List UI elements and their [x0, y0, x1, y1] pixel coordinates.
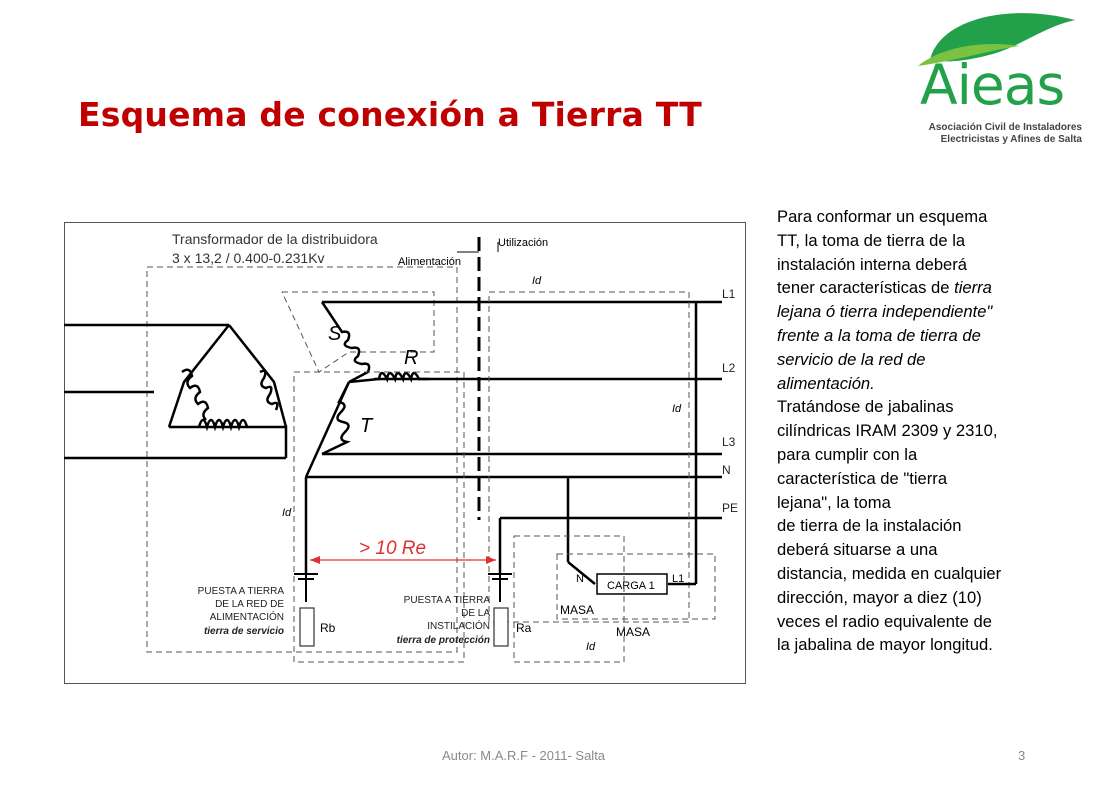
- text-line-5: lejana ó tierra independiente": [777, 302, 993, 322]
- ground-left-line1: PUESTA A TIERRA: [197, 586, 284, 597]
- phase-s-label: S: [328, 323, 342, 345]
- text-line-7: servicio de la red de: [777, 349, 926, 369]
- aieas-logo: [900, 8, 1080, 148]
- load-n-label: N: [576, 573, 584, 585]
- load-label: CARGA 1: [607, 580, 655, 592]
- tt-grounding-diagram: [64, 222, 746, 684]
- rb-label: Rb: [320, 621, 336, 635]
- text-line-19: la jabalina de mayor longitud.: [777, 635, 993, 655]
- slide-title: Esquema de conexión a Tierra TT: [78, 95, 702, 134]
- ground-right-line2: DE LA: [461, 608, 490, 619]
- phase-r-label: R: [404, 347, 419, 369]
- line-label-l3: L3: [722, 435, 736, 449]
- text-line-12: característica de "tierra: [777, 468, 948, 488]
- ground-left-line3: ALIMENTACIÓN: [209, 612, 284, 623]
- text-line-4-normal: tener características de: [777, 278, 955, 298]
- masa-label-2: MASA: [616, 625, 651, 639]
- ground-left-line4: tierra de servicio: [203, 626, 284, 637]
- footer-author: Autor: M.A.R.F - 2011- Salta: [442, 748, 606, 763]
- logo-subtitle-line1: Asociación Civil de Instaladores: [928, 122, 1082, 133]
- transformer-label1: Transformador de la distribuidora: [172, 231, 378, 247]
- text-line-1: Para conformar un esquema: [777, 207, 988, 226]
- ground-left-caption: [198, 586, 285, 637]
- text-line-6: frente a la toma de tierra de: [777, 325, 981, 345]
- text-line-8: alimentación.: [777, 373, 875, 393]
- ground-right-line3: INSTILACIÓN: [427, 621, 490, 632]
- id-label-right: Id: [672, 403, 682, 415]
- text-line-10: cilíndricas IRAM 2309 y 2310,: [777, 421, 998, 441]
- line-label-n: N: [722, 463, 731, 477]
- logo-wordmark: Aieas: [920, 53, 1065, 117]
- text-line-15: deberá situarse a una: [777, 540, 938, 560]
- transformer-label2: 3 x 13,2 / 0.400-0.231Kv: [172, 250, 325, 266]
- id-label-bottom: Id: [586, 641, 596, 653]
- ground-left-line2: DE LA RED DE: [215, 599, 284, 610]
- text-line-18: veces el radio equivalente de: [777, 611, 992, 631]
- load-l1-label: L1: [672, 573, 685, 585]
- text-line-4-italic: tierra: [954, 278, 992, 298]
- line-label-l2: L2: [722, 361, 736, 375]
- alimentacion-label: Alimentación: [398, 256, 461, 268]
- id-label-top: Id: [532, 275, 542, 287]
- text-line-13: lejana", la toma: [777, 492, 891, 512]
- logo-subtitle-line2: Electricistas y Afines de Salta: [940, 134, 1082, 145]
- phase-t-label: T: [360, 415, 373, 437]
- text-line-17: dirección, mayor a diez (10): [777, 587, 982, 607]
- page-number: 3: [1018, 748, 1026, 763]
- text-line-3: instalación interna deberá: [777, 254, 968, 274]
- masa-label-1: MASA: [560, 603, 595, 617]
- ground-right-line4: tierra de protección: [396, 635, 490, 646]
- text-line-14: de tierra de la instalación: [777, 516, 962, 536]
- ra-label: Ra: [516, 621, 532, 635]
- utilizacion-label: Utilización: [498, 237, 549, 249]
- ground-right-line1: PUESTA A TIERRA: [403, 595, 490, 606]
- distance-label: > 10 Re: [359, 538, 427, 559]
- text-line-2: TT, la toma de tierra de la: [777, 230, 966, 250]
- text-line-4: [777, 276, 1077, 300]
- text-line-11: para cumplir con la: [777, 444, 918, 464]
- explanation-text: [777, 205, 1077, 657]
- line-label-pe: PE: [722, 501, 739, 515]
- text-line-16: distancia, medida en cualquier: [777, 563, 1002, 583]
- logo-subtitle: [912, 122, 1082, 146]
- id-label-left: Id: [282, 507, 292, 519]
- text-line-9: Tratándose de jabalinas: [777, 397, 954, 417]
- line-label-l1: L1: [722, 287, 736, 301]
